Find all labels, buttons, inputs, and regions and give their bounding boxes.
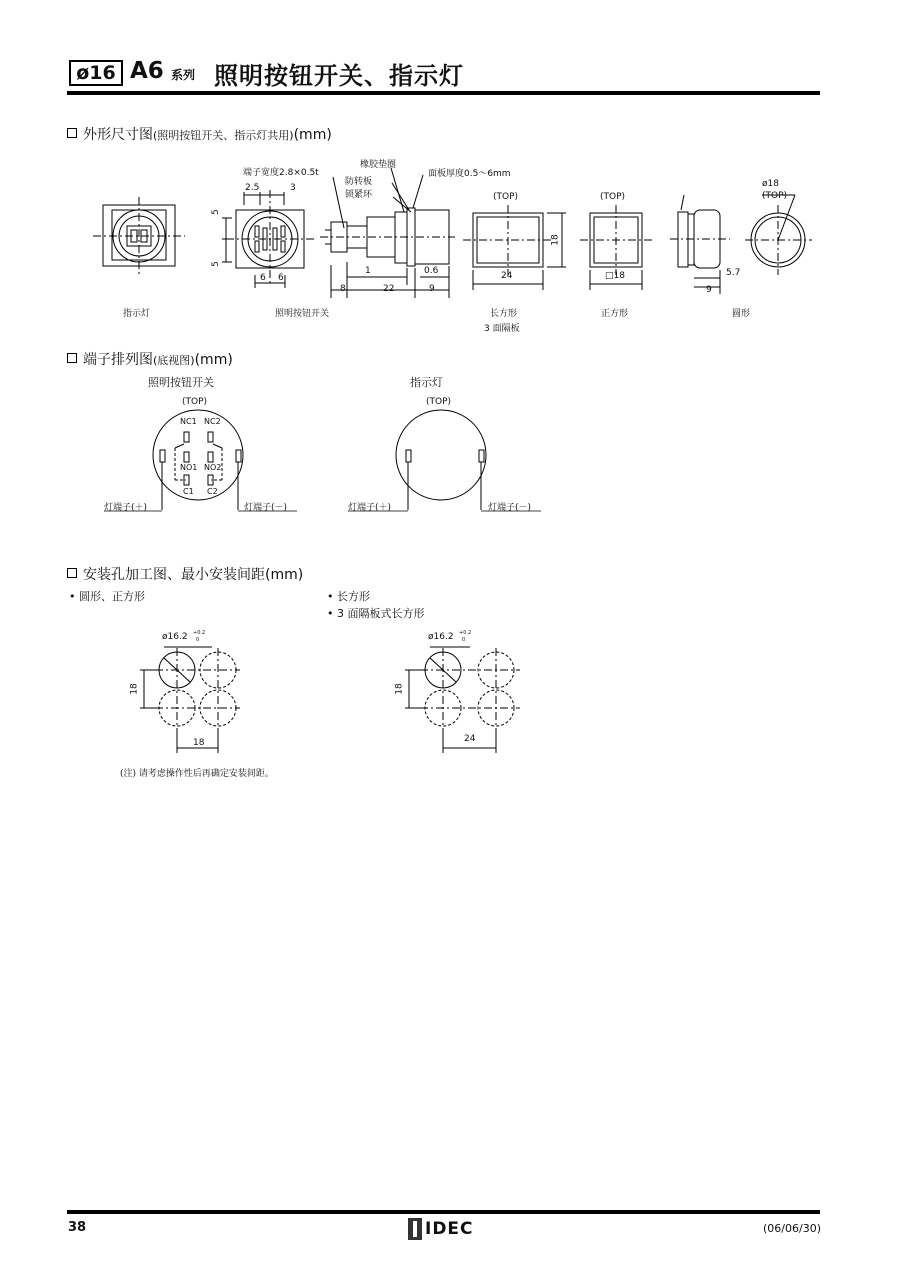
bullet-round-square: • 圆形、正方形 — [69, 590, 145, 603]
bullet-rectangular-barrier: • 3 面隔板式长方形 — [327, 607, 425, 620]
rect-top-label: (TOP) — [493, 192, 519, 202]
caption-rectangular: 长方形 — [490, 309, 518, 319]
pitch-18-vertical-right: 18 — [394, 683, 405, 695]
dim-5-bottom: 5 — [210, 261, 221, 267]
indicator-lamp-minus: 灯端子(－) — [488, 503, 532, 513]
checkbox-bullet-icon — [67, 568, 77, 578]
caption-indicator: 指示灯 — [123, 309, 151, 319]
pitch-24-horizontal: 24 — [464, 734, 476, 744]
square-top-label: (TOP) — [600, 192, 626, 202]
dim-6-right: 6 — [278, 273, 284, 283]
caption-illuminated-switch: 照明按钮开关 — [275, 309, 330, 319]
pitch-18-vertical-left: 18 — [129, 683, 140, 695]
switch-terminal-top: (TOP) — [182, 397, 208, 407]
section-terminal-heading — [67, 349, 233, 369]
switch-side-view — [320, 168, 455, 298]
dim-5-top: 5 — [210, 209, 221, 215]
hole-tol-plus-right: +0.2 — [459, 630, 472, 636]
mounting-note: (注) 请考虑操作性后再确定安装间距。 — [120, 769, 274, 779]
lock-ring-callout: 锁紧环 — [345, 190, 373, 200]
hole-tol-minus-left: 0 — [196, 637, 200, 643]
pin-no2: NO2 — [204, 463, 222, 472]
series-suffix: 系列 — [171, 68, 196, 82]
pin-nc1: NC1 — [180, 417, 197, 426]
dim-6-left: 6 — [260, 273, 266, 283]
bullet-rectangular: • 长方形 — [327, 590, 370, 603]
footer-rule — [67, 1210, 820, 1214]
dim-9-round: 9 — [706, 285, 712, 295]
idec-logo — [408, 1217, 474, 1241]
dim-5-7: 5.7 — [726, 268, 741, 278]
dim-phi18: ø18 — [762, 179, 779, 189]
round-top-label: (TOP) — [762, 191, 788, 201]
indicator-lamp-plus: 灯端子(＋) — [348, 503, 392, 513]
dim-9: 9 — [429, 284, 435, 294]
pin-c1: C1 — [183, 487, 194, 496]
hole-diameter-right: ø16.2 — [428, 632, 454, 642]
panel-thickness-callout: 面板厚度0.5～6mm — [428, 169, 511, 179]
pin-no1: NO1 — [180, 463, 198, 472]
section-mounting-heading — [67, 564, 303, 584]
hole-diameter-left: ø16.2 — [162, 632, 188, 642]
section-unit: (mm) — [265, 567, 304, 583]
dim-square-18: □18 — [605, 271, 625, 281]
section-title: 安装孔加工图、最小安装间距 — [83, 567, 265, 583]
rubber-gasket-callout: 橡胶垫圈 — [360, 160, 397, 170]
idec-logo-mark-icon — [408, 1218, 422, 1240]
brand-name: IDEC — [425, 1219, 474, 1239]
bullet-text: 长方形 — [337, 590, 370, 603]
dim-8: 8 — [340, 284, 346, 294]
terminal-indicator-label: 指示灯 — [410, 376, 443, 389]
section-unit: (mm) — [194, 352, 233, 368]
hole-tol-plus-left: +0.2 — [193, 630, 206, 636]
caption-rectangular-sub: 3 面隔板 — [484, 324, 520, 334]
section-title: 外形尺寸图 — [83, 127, 153, 143]
switch-bottom-view — [222, 190, 316, 288]
dim-1: 1 — [365, 266, 371, 276]
pin-c2: C2 — [207, 487, 218, 496]
anti-rotation-plate-callout: 防转板 — [345, 177, 373, 187]
section-unit: (mm) — [293, 127, 332, 143]
dim-3: 3 — [290, 183, 296, 193]
dim-18: 18 — [550, 234, 561, 246]
caption-square: 正方形 — [601, 309, 629, 319]
switch-lamp-plus: 灯端子(＋) — [104, 503, 148, 513]
terminal-switch-label: 照明按钮开关 — [148, 376, 214, 389]
dim-24: 24 — [501, 271, 513, 281]
page-title: 照明按钮开关、指示灯 — [214, 62, 464, 90]
switch-lamp-minus: 灯端子(－) — [244, 503, 288, 513]
rectangular-front-view — [463, 205, 566, 290]
round-front-view — [745, 195, 812, 275]
indicator-terminal-top: (TOP) — [426, 397, 452, 407]
page-number: 38 — [68, 1220, 87, 1235]
indicator-bottom-view — [93, 197, 185, 275]
bullet-text: 3 面隔板式长方形 — [337, 607, 425, 620]
hole-tol-minus-right: 0 — [462, 637, 466, 643]
pitch-18-horizontal: 18 — [193, 738, 205, 748]
dim-2-5: 2.5 — [245, 183, 260, 193]
bullet-text: 圆形、正方形 — [79, 590, 145, 603]
pin-nc2: NC2 — [204, 417, 221, 426]
section-subtitle: (底视图) — [153, 354, 195, 367]
terminal-width-callout: 端子宽度2.8×0.5t — [243, 168, 319, 178]
dim-22: 22 — [383, 284, 395, 294]
size-badge: ø16 — [69, 60, 123, 86]
round-side-view — [670, 195, 730, 294]
section-title: 端子排列图 — [83, 352, 153, 368]
section-subtitle: (照明按钮开关、指示灯共用) — [153, 129, 294, 142]
dim-0-6: 0.6 — [424, 266, 439, 276]
revision-date: (06/06/30) — [763, 1222, 821, 1235]
terminal-label-underlines — [0, 508, 900, 514]
series-label: A6 — [130, 58, 164, 84]
caption-round: 圆形 — [732, 309, 751, 319]
checkbox-bullet-icon — [67, 353, 77, 363]
